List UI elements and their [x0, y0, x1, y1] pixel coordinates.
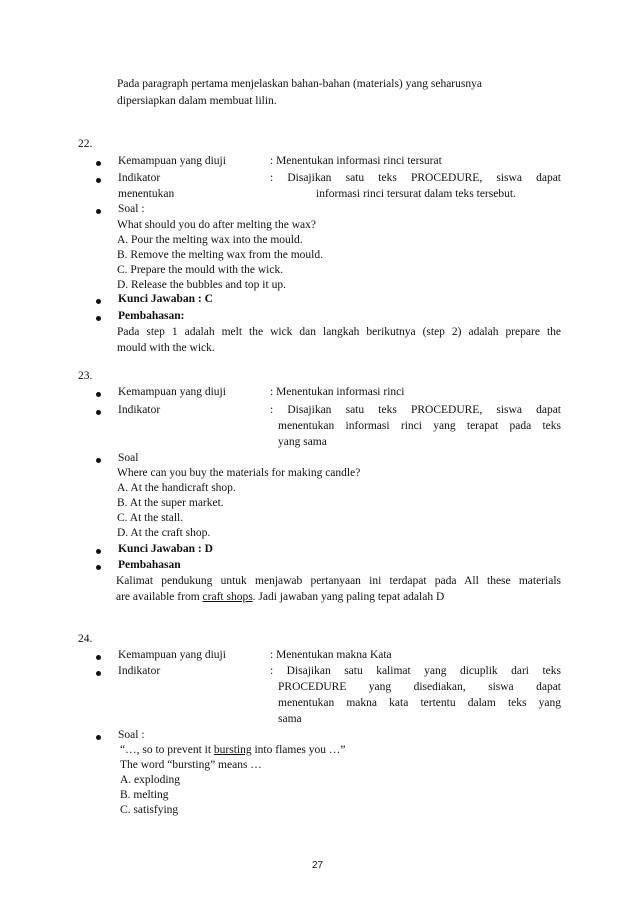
bullet-icon: [96, 392, 101, 397]
bullet-icon: [96, 671, 101, 676]
question-text: What should you do after melting the wax?: [117, 219, 316, 231]
indikator-text: informasi rinci tersurat dalam teks tersebut.: [316, 188, 516, 200]
indikator-text: menentukan informasi rinci yang terapat pada teks: [278, 420, 561, 432]
option-c: C. Prepare the mould with the wick.: [117, 264, 284, 276]
indikator-text: : Disajikan satu teks PROCEDURE, siswa dapat: [270, 172, 561, 184]
option-a: A. At the handicraft shop.: [117, 482, 236, 494]
pembahasan-text-part: are available from: [116, 591, 203, 603]
answer-key: Kunci Jawaban : C: [118, 293, 213, 305]
pembahasan-label: Pembahasan:: [118, 310, 185, 322]
bullet-icon: [96, 565, 101, 570]
bullet-icon: [96, 549, 101, 554]
pembahasan-text: [116, 590, 444, 605]
question-number: 22.: [78, 138, 93, 150]
quote-text: [120, 743, 346, 758]
pembahasan-text: Pada step 1 adalah melt the wick dan langkah berikutnya (step 2) adalah prepare the: [117, 326, 561, 338]
underlined-word: bursting: [213, 744, 252, 756]
page-number: 27: [312, 860, 324, 871]
pembahasan-text: Kalimat pendukung untuk menjawab pertanyaan ini terdapat pada All these materials: [116, 575, 561, 587]
option-d: D. At the craft shop.: [117, 527, 211, 539]
soal-label: Soal :: [118, 203, 145, 215]
question-number: 23.: [78, 370, 93, 382]
bullet-icon: [96, 161, 101, 166]
option-d: D. Release the bubbles and top it up.: [117, 279, 286, 291]
kemampuan-value: : Menentukan informasi rinci: [270, 386, 405, 398]
option-c: C. satisfying: [120, 804, 179, 816]
kemampuan-value: : Menentukan informasi rinci tersurat: [270, 155, 442, 167]
pembahasan-text: mould with the wick.: [117, 342, 215, 354]
pembahasan-label: Pembahasan: [118, 559, 181, 571]
kemampuan-label: Kemampuan yang diuji: [118, 155, 226, 167]
option-b: B. melting: [120, 789, 169, 801]
indikator-text: sama: [278, 713, 302, 725]
kemampuan-label: Kemampuan yang diuji: [118, 649, 226, 661]
kemampuan-value: : Menentukan makna Kata: [270, 649, 392, 661]
answer-key: Kunci Jawaban : D: [118, 543, 213, 555]
indikator-label: Indikator: [118, 404, 161, 416]
quote-part: “…, so to prevent it: [120, 744, 214, 756]
option-b: B. Remove the melting wax from the mould.: [117, 249, 324, 261]
question-number: 24.: [78, 633, 93, 645]
option-a: A. exploding: [120, 774, 181, 786]
pembahasan-text-part: . Jadi jawaban yang paling tepat adalah D: [252, 591, 445, 603]
bullet-icon: [96, 299, 101, 304]
intro-line: dipersiapkan dalam membuat lilin.: [117, 95, 277, 107]
indikator-label: Indikator: [118, 172, 161, 184]
option-a: A. Pour the melting wax into the mould.: [117, 234, 303, 246]
kemampuan-label: Kemampuan yang diuji: [118, 386, 226, 398]
bullet-icon: [96, 458, 101, 463]
indikator-label: Indikator: [118, 665, 161, 677]
indikator-text: menentukan makna kata tertentu dalam teks yang: [278, 697, 561, 709]
quote-part: into flames you …”: [251, 744, 346, 756]
bullet-icon: [96, 655, 101, 660]
underlined-phrase: craft shops: [202, 591, 253, 603]
indikator-text: menentukan: [118, 188, 175, 200]
indikator-text: : Disajikan satu kalimat yang dicuplik dari teks: [270, 665, 561, 677]
indikator-text: PROCEDURE yang disediakan, siswa dapat: [278, 681, 561, 693]
option-b: B. At the super market.: [117, 497, 224, 509]
bullet-icon: [96, 178, 101, 183]
bullet-icon: [96, 410, 101, 415]
soal-label: Soal: [118, 452, 139, 464]
question-text: The word “bursting” means …: [120, 759, 262, 771]
bullet-icon: [96, 209, 101, 214]
indikator-text: yang sama: [278, 436, 327, 448]
intro-line: Pada paragraph pertama menjelaskan bahan-bahan (materials) yang seharusnya: [117, 78, 482, 90]
soal-label: Soal :: [118, 729, 145, 741]
bullet-icon: [96, 316, 101, 321]
indikator-text: : Disajikan satu teks PROCEDURE, siswa dapat: [270, 404, 561, 416]
bullet-icon: [96, 735, 101, 740]
question-text: Where can you buy the materials for making candle?: [117, 467, 361, 479]
option-c: C. At the stall.: [117, 512, 184, 524]
